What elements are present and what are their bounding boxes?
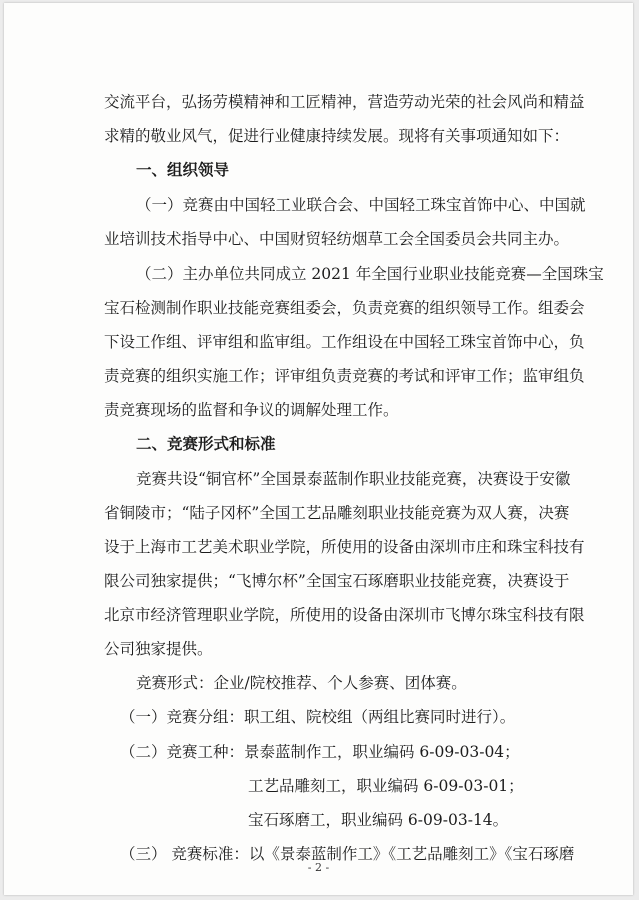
section-heading-1: 一、组织领导 bbox=[136, 160, 230, 179]
text-line-6: （二）主办单位共同成立 2021 年全国行业职业技能竞赛—全国珠宝 bbox=[136, 265, 604, 283]
text-line-5: 业培训技术指导中心、中国财贸轻纺烟草工会全国委员会共同主办。 bbox=[104, 230, 570, 248]
text-line-2: 求精的敬业风气，促进行业健康持续发展。现将有关事项通知如下： bbox=[104, 127, 570, 145]
text-line-1: 交流平台，弘扬劳模精神和工匠精神，营造劳动光荣的社会风尚和精益 bbox=[104, 93, 585, 111]
text-line-19: （一）竞赛分组：职工组、院校组（两组比赛同时进行）。 bbox=[120, 708, 516, 726]
section-heading-2: 二、竞赛形式和标准 bbox=[136, 434, 276, 453]
text-line-17: 公司独家提供。 bbox=[104, 640, 213, 658]
page-number: - 2 - bbox=[307, 861, 330, 874]
text-line-10: 责竞赛现场的监督和争议的调解处理工作。 bbox=[104, 401, 399, 419]
text-line-9: 责竞赛的组织实施工作；评审组负责竞赛的考试和评审工作；监审组负 bbox=[104, 367, 585, 385]
text-line-18: 竞赛形式：企业/院校推荐、个人参赛、团体赛。 bbox=[136, 674, 467, 692]
text-line-15: 限公司独家提供；“飞博尔杯”全国宝石琢磨职业技能竞赛，决赛设于 bbox=[104, 572, 570, 590]
text-line-13: 省铜陵市；“陆子冈杯”全国工艺品雕刻职业技能竞赛为双人赛，决赛 bbox=[104, 504, 570, 522]
text-line-22: 宝石琢磨工，职业编码 6-09-03-14。 bbox=[248, 811, 509, 829]
text-line-12: 竞赛共设“铜官杯”全国景泰蓝制作职业技能竞赛，决赛设于安徽 bbox=[136, 470, 571, 488]
text-line-7: 宝石检测制作职业技能竞赛组委会，负责竞赛的组织领导工作。组委会 bbox=[104, 299, 585, 317]
text-line-8: 下设工作组、评审组和监审组。工作组设在中国轻工珠宝首饰中心，负 bbox=[104, 333, 585, 351]
document-page bbox=[4, 3, 633, 895]
text-line-20: （二）竞赛工种：景泰蓝制作工，职业编码 6-09-03-04； bbox=[120, 743, 520, 761]
text-line-16: 北京市经济管理职业学院，所使用的设备由深圳市飞博尔珠宝科技有限 bbox=[104, 606, 585, 624]
text-line-21: 工艺品雕刻工，职业编码 6-09-03-01； bbox=[248, 777, 524, 795]
text-line-23: （三） 竞赛标准：以《景泰蓝制作工》《工艺品雕刻工》《宝石琢磨 bbox=[120, 845, 575, 863]
text-line-4: （一）竞赛由中国轻工业联合会、中国轻工珠宝首饰中心、中国就 bbox=[136, 196, 586, 214]
text-line-14: 设于上海市工艺美术职业学院，所使用的设备由深圳市庄和珠宝科技有 bbox=[104, 538, 585, 556]
